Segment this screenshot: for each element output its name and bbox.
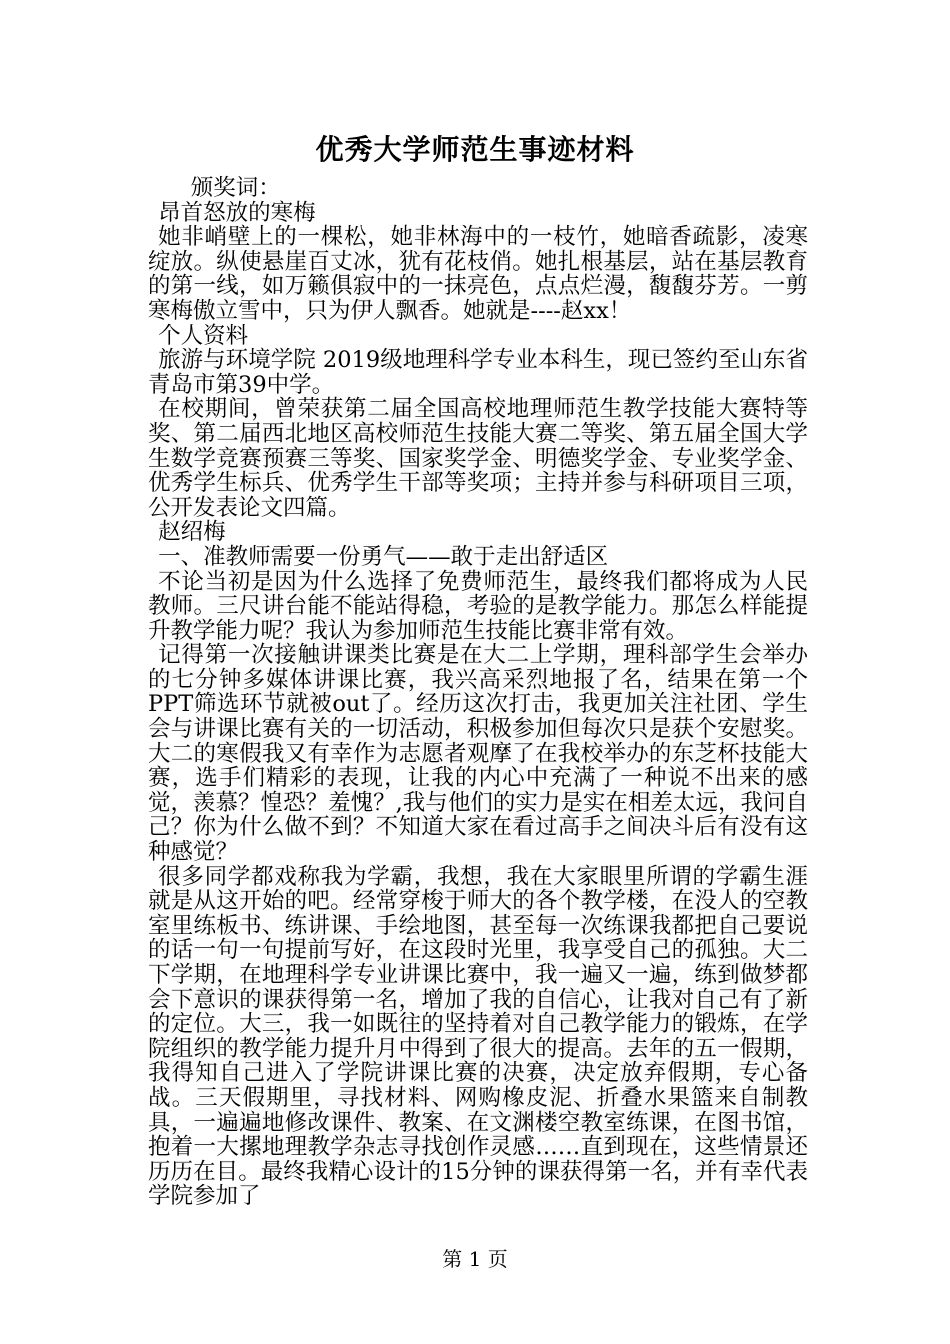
body-paragraph: 旅游与环境学院 2019级地理科学专业本科生，现已签约至山东省青岛市第39中学。 bbox=[148, 347, 808, 398]
award-subtitle: 昂首怒放的寒梅 bbox=[158, 199, 316, 226]
body-paragraph: 在校期间，曾荣获第二届全国高校地理师范生教学技能大赛特等奖、第二届西北地区高校师范生技能大赛二等奖、第五届全国大学生数学竞赛预赛三等奖、国家奖学金、明德奖学金、专业奖学金、优秀学生标兵、优秀学生干部等奖项；主持并参与科研项目三项，公开发表论文四篇。 bbox=[148, 396, 808, 521]
award-heading: 颁奖词： bbox=[190, 175, 281, 201]
document-title: 优秀大学师范生事迹材料 bbox=[315, 133, 635, 166]
section-heading-profile: 个人资料 bbox=[158, 322, 249, 349]
section-heading-courage: 一、准教师需要一份勇气——敢于走出舒适区 bbox=[158, 543, 609, 570]
body-paragraph: 记得第一次接触讲课类比赛是在大二上学期，理科部学生会举办的七分钟多媒体讲课比赛，我兴高采烈地报了名，结果在第一个PPT筛选环节就被out了。经历这次打击，我更加关注社团、学生会与讲课比赛有关的一切活动，积极参加但每次只是获个安慰奖。大二的寒假我又有幸作为志愿者观摩了在我校举办的东芝杯技能大赛，选手们精彩的表现，让我的内心中充满了一种说不出来的感觉，羡慕？惶恐？羞愧？,我与他们的实力是实在相差太远，我问自己？你为什么做不到？不知道大家在看过高手之间决斗后有没有这种感觉？ bbox=[148, 642, 808, 866]
author-name: 赵绍梅 bbox=[158, 519, 226, 546]
page-number: 第 1 页 bbox=[442, 1247, 508, 1271]
document-body bbox=[148, 176, 808, 1209]
body-paragraph: 很多同学都戏称我为学霸，我想，我在大家眼里所谓的学霸生涯就是从这开始的吧。经常穿梭于师大的各个教学楼，在没人的空教室里练板书、练讲课、手绘地图，甚至每一次练课我都把自己要说的话一句一句提前写好，在这段时光里，我享受自己的孤独。大二下学期，在地理科学专业讲课比赛中，我一遍又一遍，练到做梦都会下意识的课获得第一名，增加了我的自信心，让我对自己有了新的定位。大三，我一如既往的坚持着对自己教学能力的锻炼，在学院组织的教学能力提升月中得到了很大的提高。去年的五一假期，我得知自己进入了学院讲课比赛的决赛，决定放弃假期，专心备战。三天假期里，寻找材料、网购橡皮泥、折叠水果篮来自制教具，一遍遍地修改课件、教案、在文渊楼空教室练课，在图书馆，抱着一大摞地理教学杂志寻找创作灵感……直到现在，这些情景还历历在目。最终我精心设计的15分钟的课获得第一名，并有幸代表学院参加了 bbox=[148, 863, 808, 1210]
body-paragraph: 不论当初是因为什么选择了免费师范生，最终我们都将成为人民教师。三尺讲台能不能站得稳，考验的是教学能力。那怎么样能提升教学能力呢？我认为参加师范生技能比赛非常有效。 bbox=[148, 568, 808, 644]
body-paragraph: 她非峭壁上的一棵松，她非林海中的一枝竹，她暗香疏影，凌寒绽放。纵使悬崖百丈冰，犹有花枝俏。她扎根基层，站在基层教育的第一线，如万籁俱寂中的一抹亮色，点点烂漫，馥馥芬芳。一剪寒梅傲立雪中，只为伊人飘香。她就是----赵xx！ bbox=[148, 224, 808, 324]
